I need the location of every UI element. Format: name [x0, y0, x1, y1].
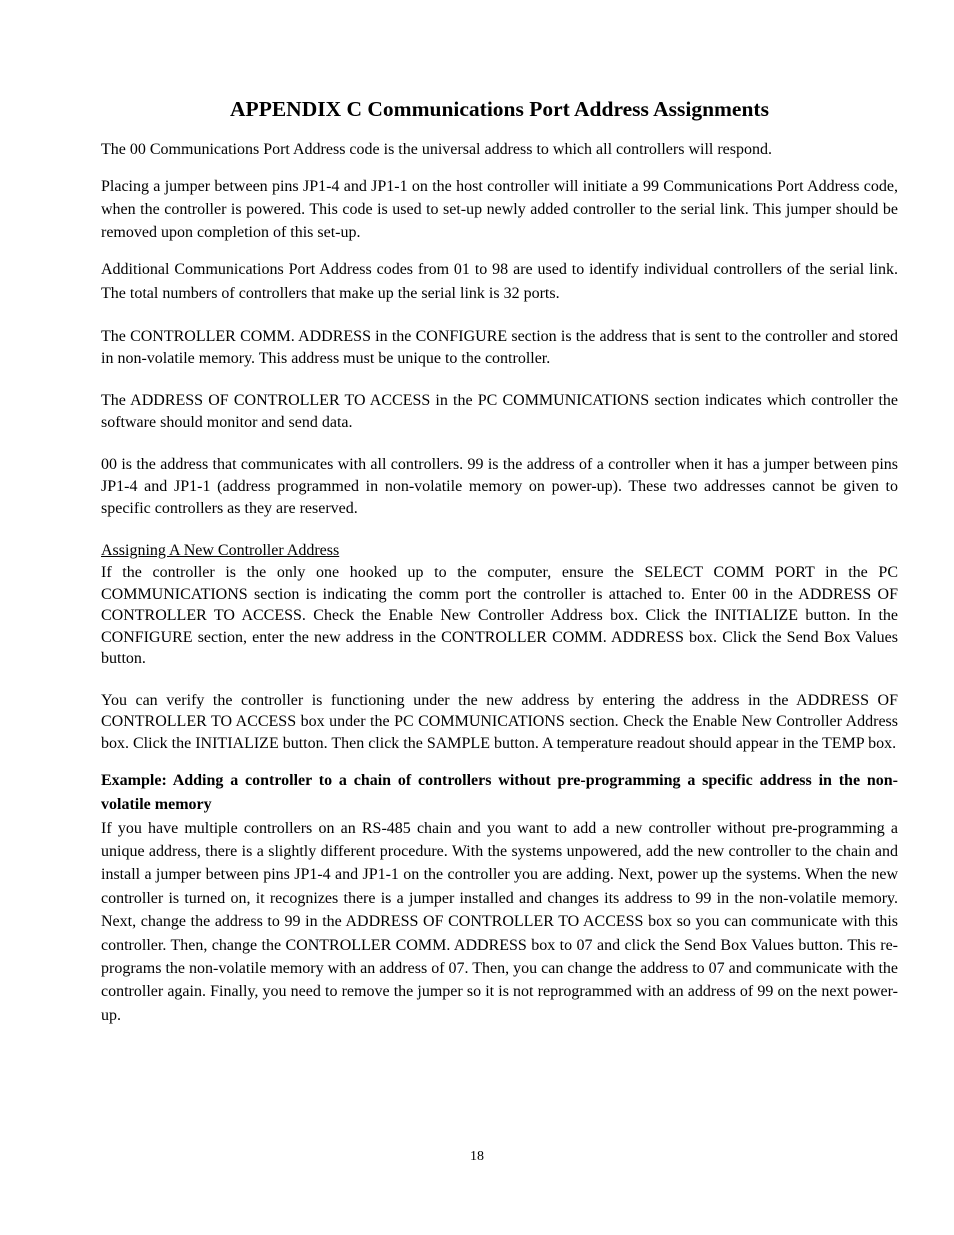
- paragraph-address-to-access: The ADDRESS OF CONTROLLER TO ACCESS in the PC COMMUNICATIONS section indicates which controller the software should monitor and send data.: [101, 392, 898, 431]
- paragraph-controller-comm-address: The CONTROLLER COMM. ADDRESS in the CONFIGURE section is the address that is sent to the controller and stored in non-volatile memory. This address must be unique to the controller.: [101, 328, 898, 367]
- section-heading-assigning-address: Assigning A New Controller Address: [101, 542, 340, 559]
- example-heading: Example: Adding a controller to a chain of controllers without pre-programming a specific address in the non-volatile memory: [101, 771, 898, 813]
- paragraph-verify-controller: You can verify the controller is functioning under the new address by entering the address in the ADDRESS OF CONTROLLER TO ACCESS box under the PC COMMUNICATIONS section. Check the Enable New Controller Address box. Click the INITIALIZE button. Then click the SAMPLE button. A temperature readout should appear in the TEMP box.: [101, 691, 898, 752]
- document-page: [101, 94, 898, 1027]
- paragraph-address-range: Additional Communications Port Address codes from 01 to 98 are used to identify individual controllers of the serial link. The total numbers of controllers that make up the serial link is 32 ports.: [101, 261, 898, 302]
- page-title: APPENDIX C Communications Port Address Assignments: [230, 97, 769, 121]
- paragraph-reserved-addresses: 00 is the address that communicates with all controllers. 99 is the address of a controller when it has a jumper between pins JP1-4 and JP1-1 (address programmed in non-volatile memory on power-up). These two addresses cannot be given to specific controllers as they are reserved.: [101, 456, 898, 517]
- paragraph-jumper-setup: Placing a jumper between pins JP1-4 and JP1-1 on the host controller will initiate a 99 Communications Port Address code, when the controller is powered. This code is used to set-up newly added controller to the serial link. This jumper should be removed upon completion of this set-up.: [101, 178, 898, 241]
- paragraph-assign-procedure: If the controller is the only one hooked up to the computer, ensure the SELECT COMM PORT in the PC COMMUNICATIONS section is indicating the comm port the controller is attached to. Enter 00 in the ADDRESS OF CONTROLLER TO ACCESS. Check the Enable New Controller Address box. Click the INITIALIZE button. In the CONFIGURE section, enter the new address in the CONTROLLER COMM. ADDRESS box. Click the Send Box Values button.: [101, 564, 898, 667]
- page-number: 18: [470, 1149, 484, 1164]
- paragraph-example-procedure: If you have multiple controllers on an RS-485 chain and you want to add a new controller without pre-programming a unique address, there is a slightly different procedure. With the systems unpowered, add the new controller to the chain and install a jumper between pins JP1-4 and JP1-1 on the controller you are adding. Next, power up the systems. When the new controller is turned on, it recognizes there is a jumper installed and changes its address to 99 in the non-volatile memory. Next, change the address to 99 in the ADDRESS OF CONTROLLER TO ACCESS box so you can communicate with this controller. Then, change the CONTROLLER COMM. ADDRESS box to 07 and click the Send Box Values button. This re-programs the non-volatile memory with an address of 07. Then, you can change the address to 07 and communicate with the controller again. Finally, you need to remove the jumper so it is not reprogrammed with an address of 99 on the next power-up.: [101, 819, 898, 1024]
- paragraph-universal-address: The 00 Communications Port Address code is the universal address to which all controllers will respond.: [101, 141, 772, 158]
